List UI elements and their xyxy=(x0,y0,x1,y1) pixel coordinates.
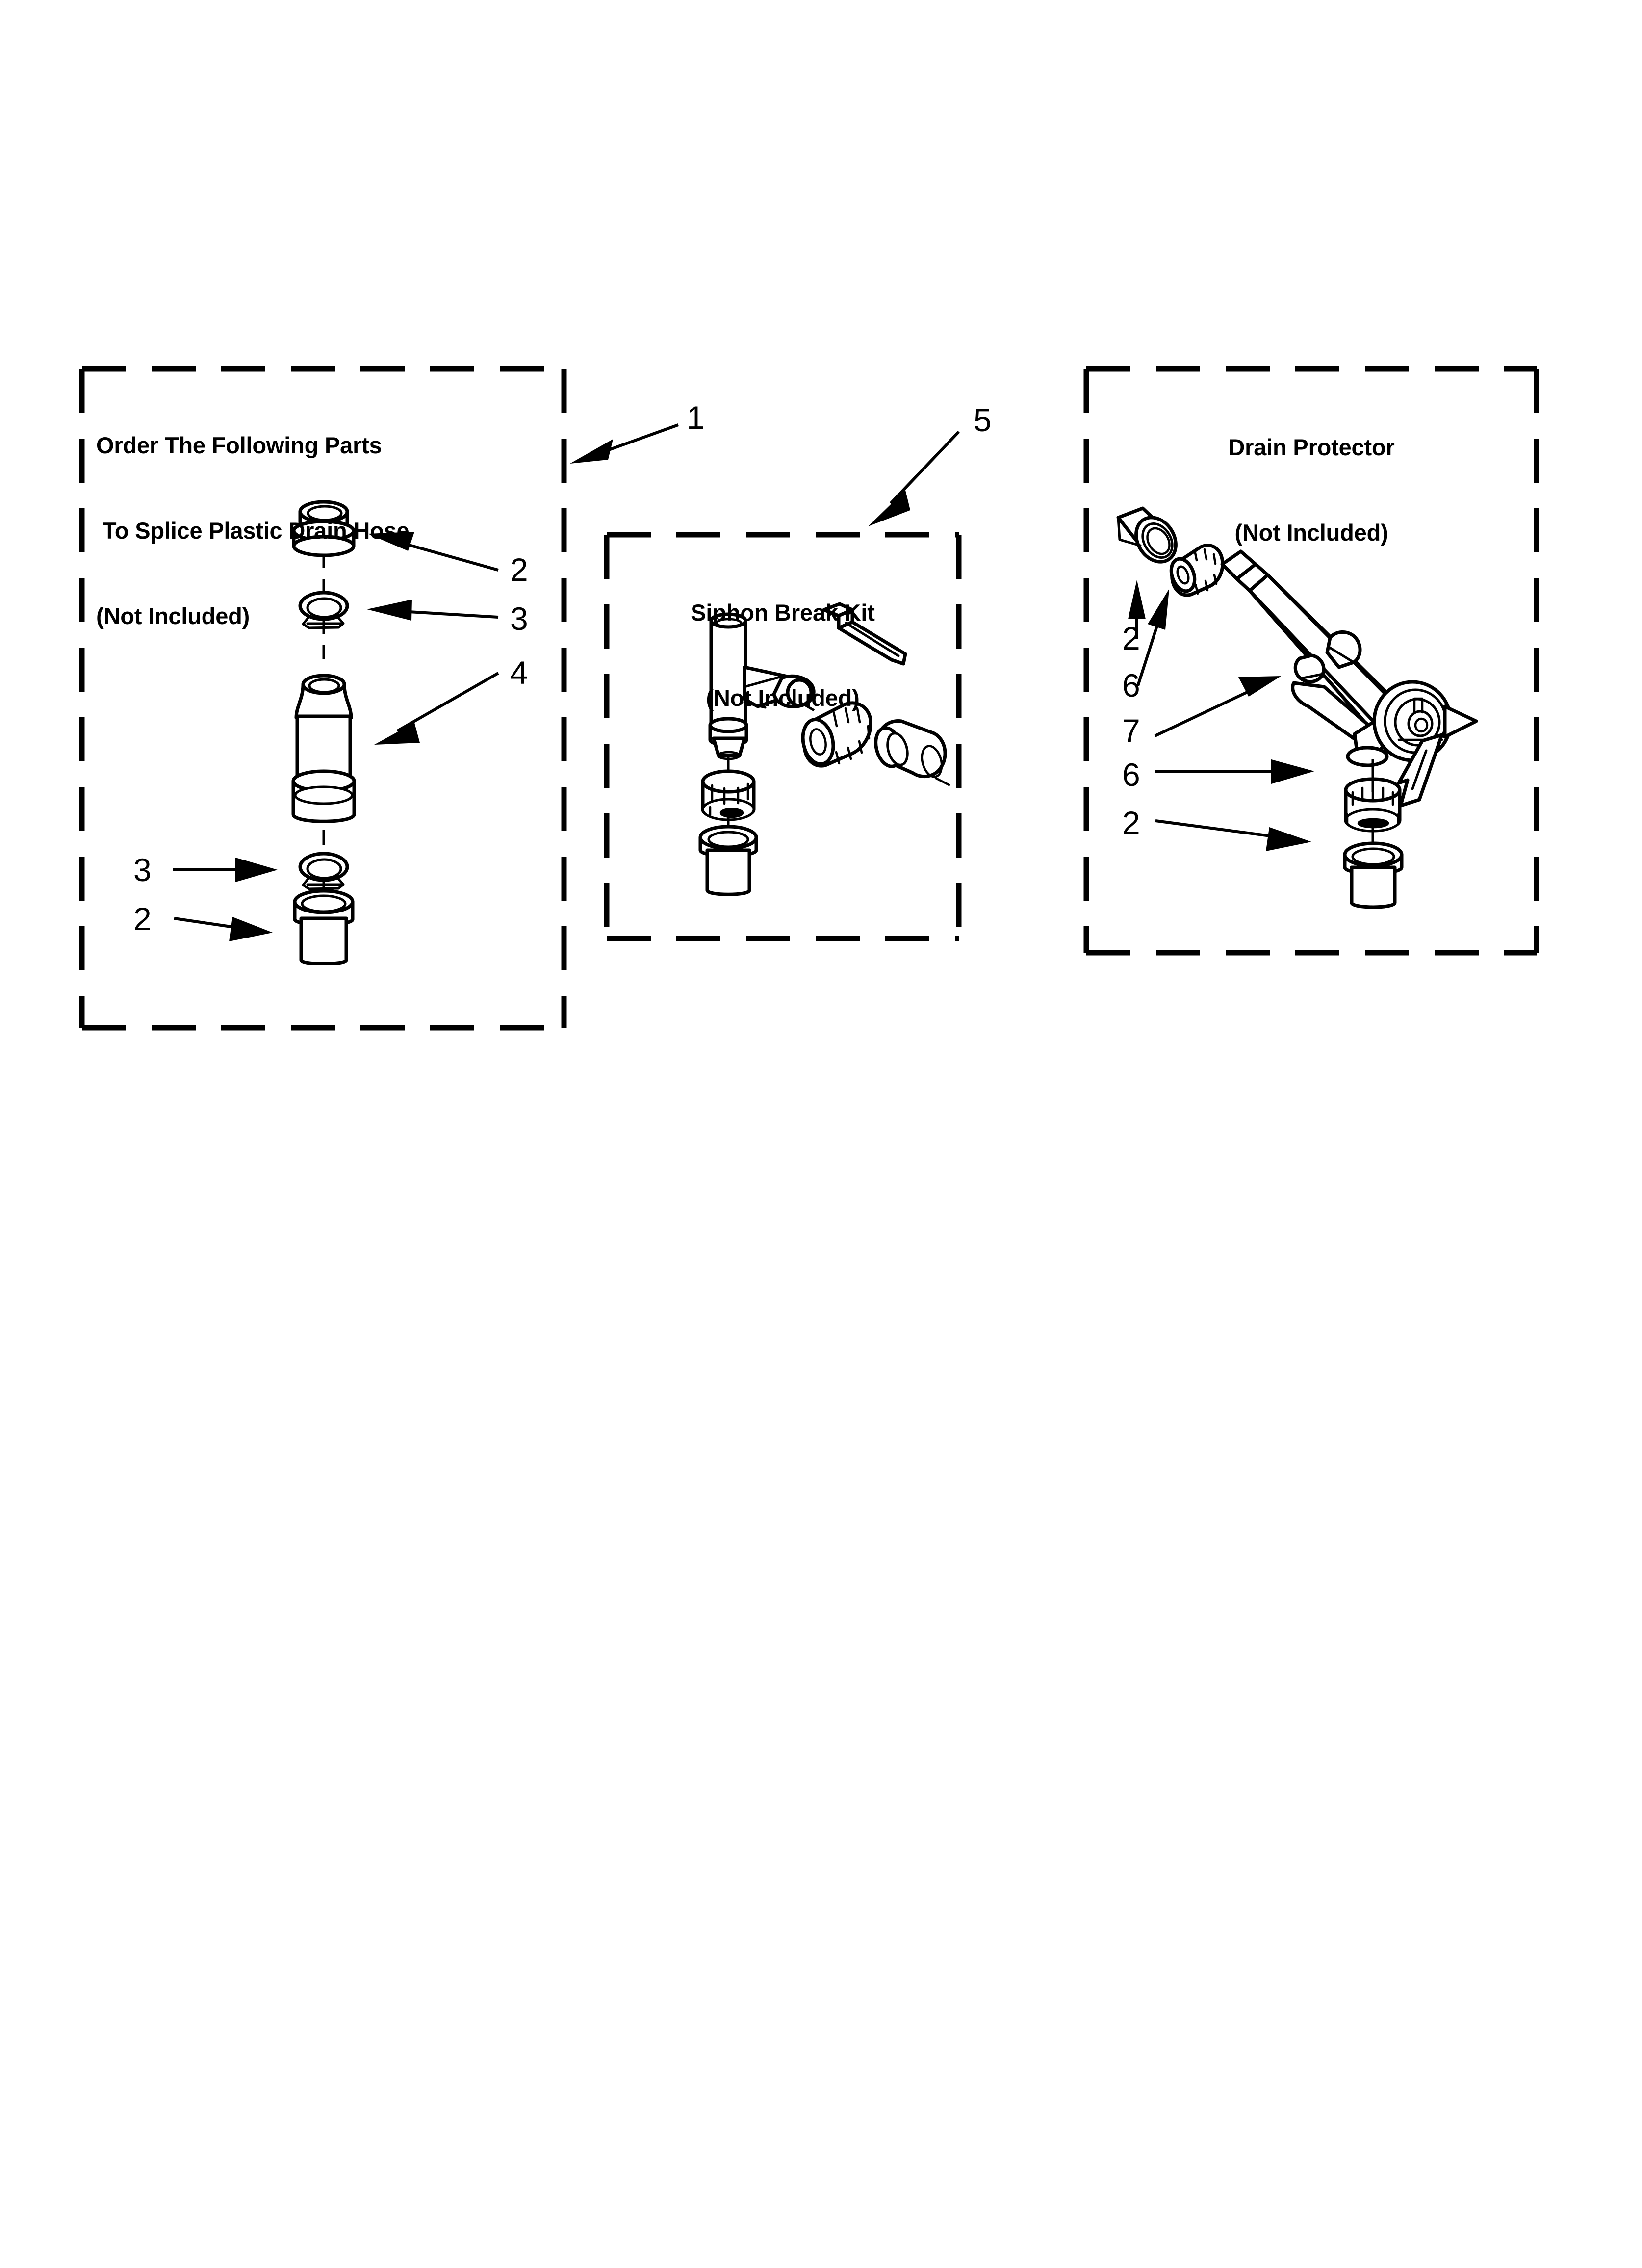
callout-leader-1 xyxy=(570,425,678,464)
splice-kit-panel-title xyxy=(96,374,538,691)
splice-kit-title-line-3: (Not Included) xyxy=(96,603,250,629)
splice-kit-title-line-2: To Splice Plastic Drain Hose xyxy=(96,518,410,544)
part-retaining-ring-slotted xyxy=(703,771,754,834)
part-worm-drive-clamp-outlet xyxy=(1346,759,1400,854)
leader-dp-part6-outlet xyxy=(1155,759,1314,784)
part-splice-connector-barb xyxy=(293,676,354,821)
part-end-cap-fitting xyxy=(700,827,756,894)
callout-number-dp-7-body: 7 xyxy=(1122,712,1140,749)
part-spring-hose-clamp-lower xyxy=(300,854,347,889)
callout-number-dp-6-outlet: 6 xyxy=(1122,756,1140,793)
drain-protector-title-line-2: (Not Included) xyxy=(1234,520,1388,546)
callout-number-splice-4: 4 xyxy=(510,654,528,691)
callout-number-splice-3-lower: 3 xyxy=(133,852,152,888)
callout-leader-5 xyxy=(868,432,959,526)
drain-protector-title-line-1: Drain Protector xyxy=(1228,434,1395,460)
siphon-break-kit-title-line-1: Siphon Break Kit xyxy=(691,600,875,626)
part-outlet-hose-fitting xyxy=(1345,843,1402,907)
leader-dp-part2-outlet xyxy=(1155,821,1311,851)
leader-part2-bottom xyxy=(174,917,273,941)
callout-number-splice-2-top: 2 xyxy=(510,551,528,588)
part-hose-coupling-fitting-bottom xyxy=(295,891,353,964)
drain-protector-panel-title xyxy=(1086,376,1537,604)
callout-number-splice-2-bottom: 2 xyxy=(133,901,152,937)
callout-number-dp-6-inlet: 6 xyxy=(1122,667,1140,704)
callout-number-5: 5 xyxy=(974,402,992,438)
callout-number-splice-3-upper: 3 xyxy=(510,600,528,637)
callout-number-dp-2-inlet: 2 xyxy=(1122,620,1140,656)
leader-dp-part7-body xyxy=(1155,676,1281,736)
callout-number-1: 1 xyxy=(687,399,705,436)
splice-kit-title-line-1: Order The Following Parts xyxy=(96,432,382,458)
siphon-break-kit-title-line-2: (Not Included) xyxy=(706,685,860,711)
siphon-break-kit-panel-title xyxy=(607,542,959,769)
leader-part3-lower xyxy=(173,858,278,882)
callout-number-dp-2-outlet: 2 xyxy=(1122,805,1140,841)
